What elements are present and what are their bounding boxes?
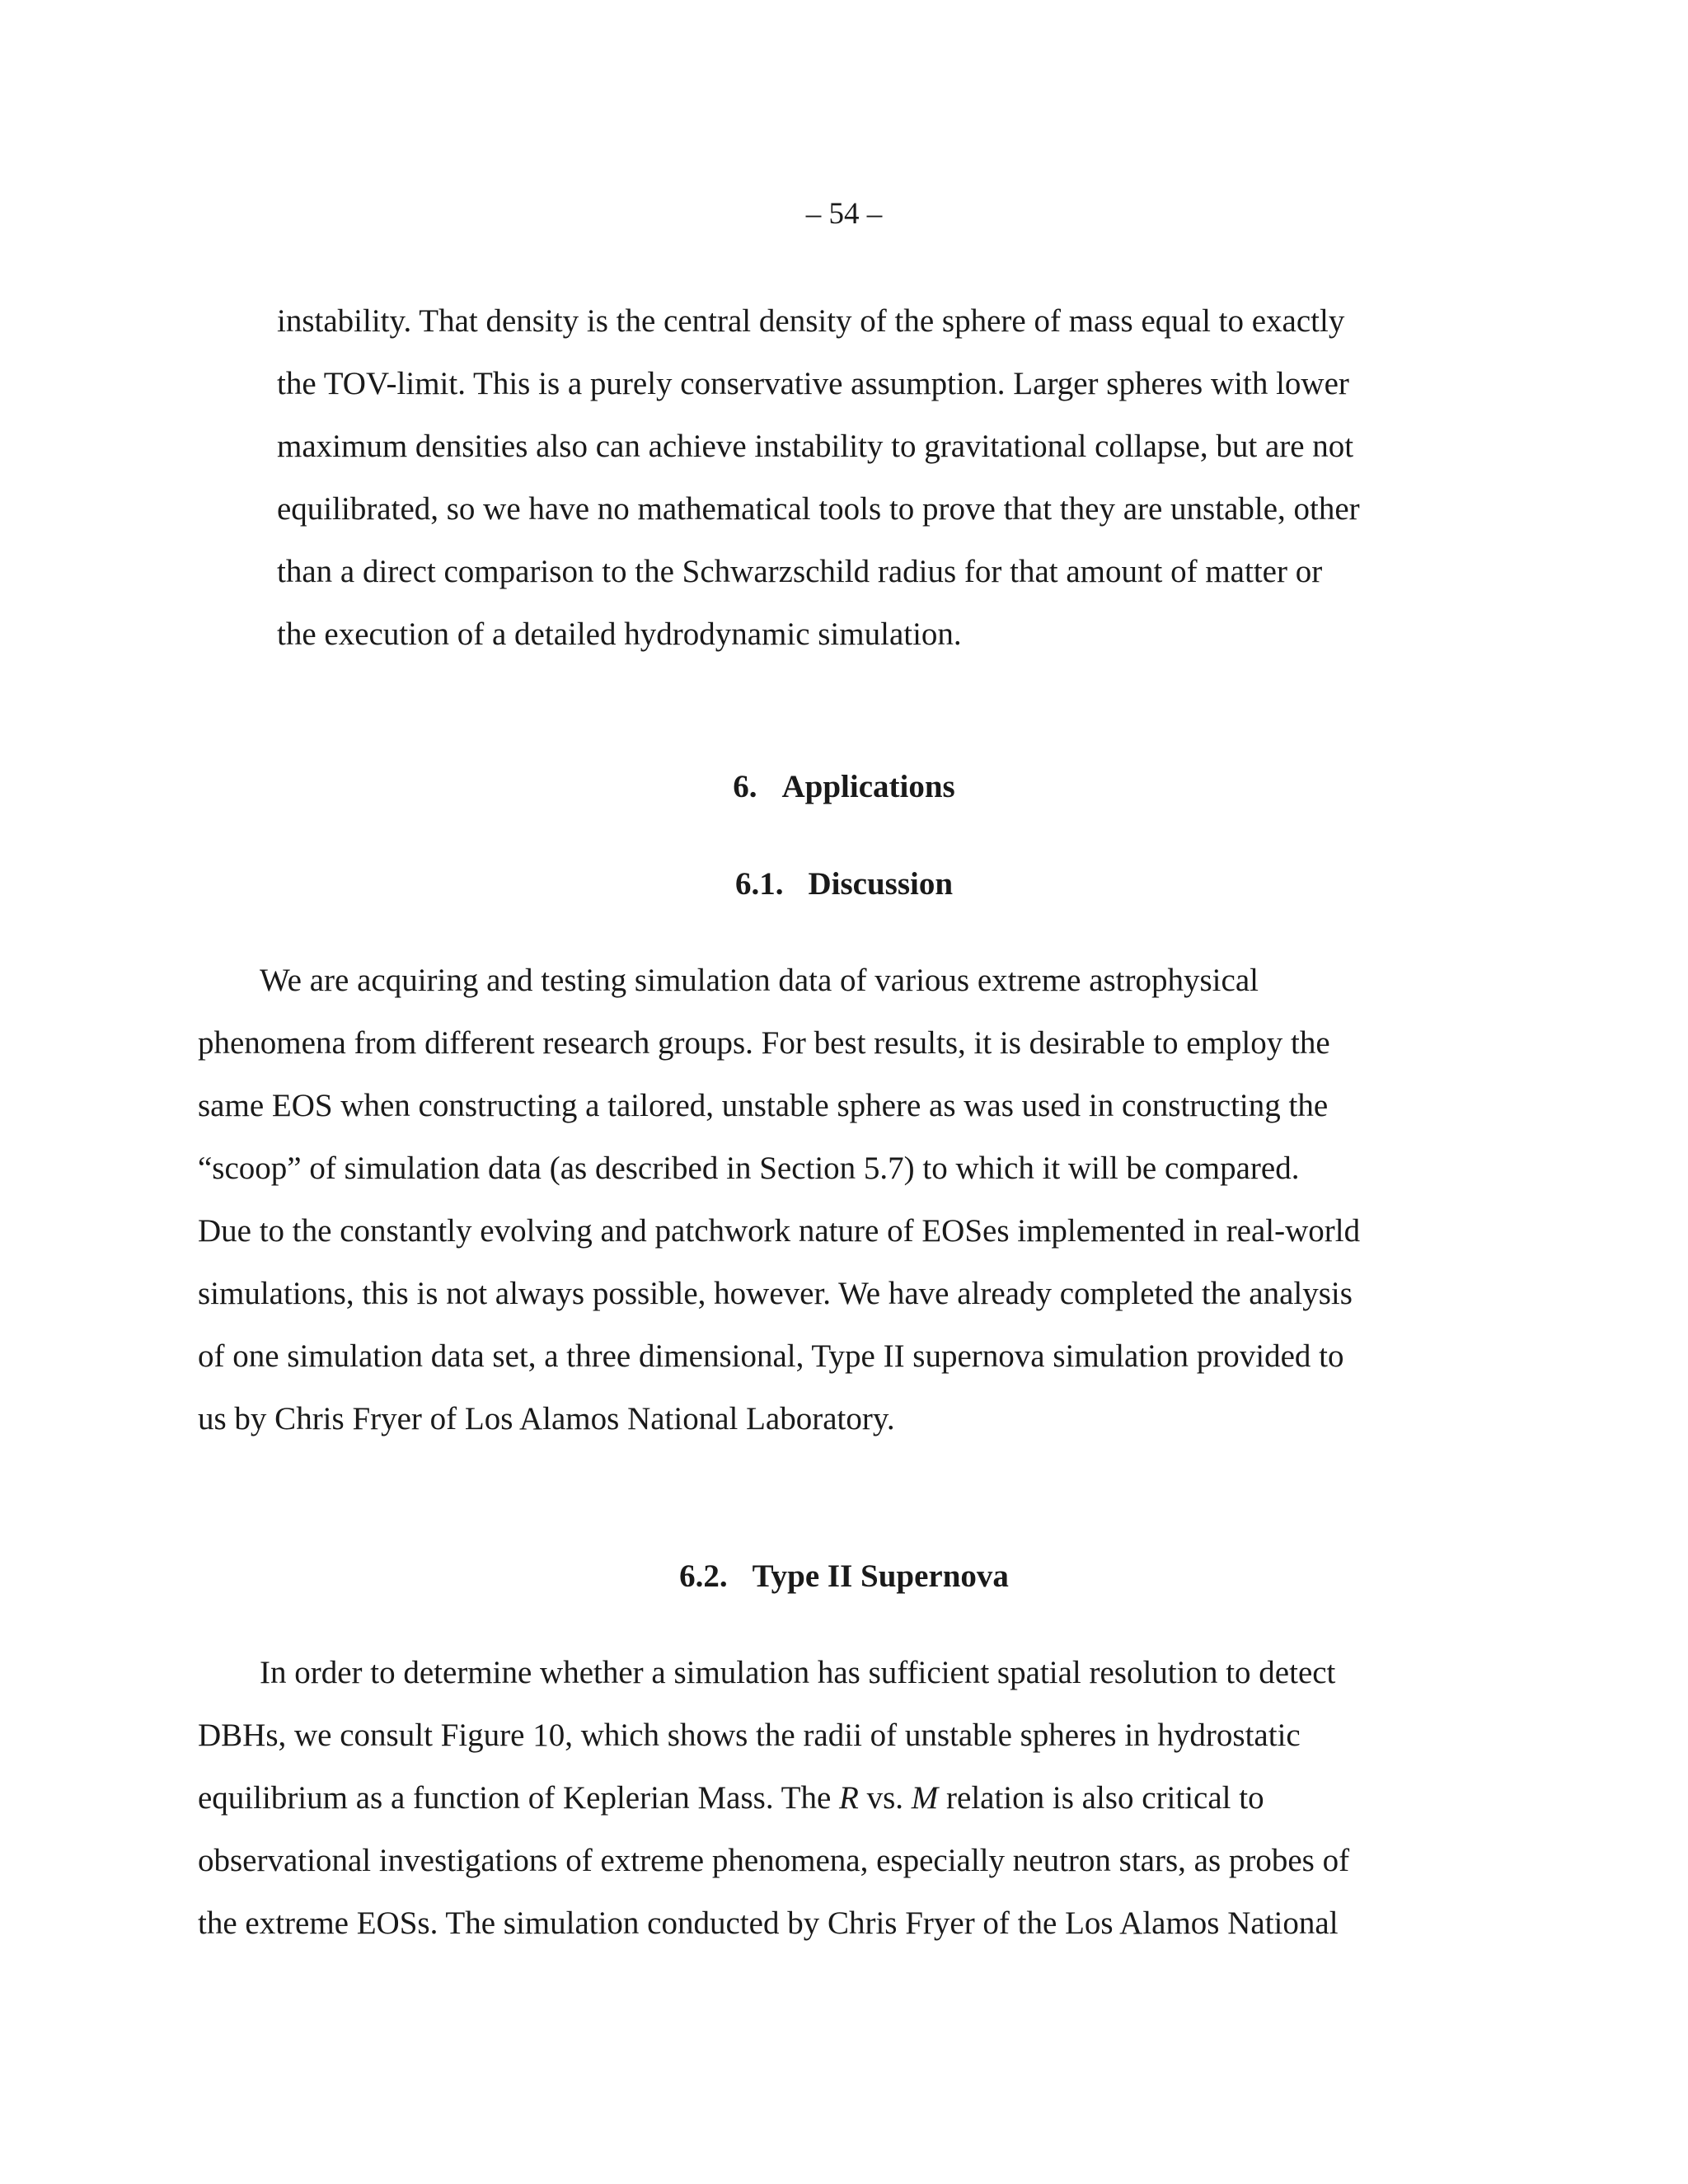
text-line: Due to the constantly evolving and patchwork nature of EOSes implemented in real-world — [198, 1213, 1361, 1249]
text-line: the TOV-limit. This is a purely conservative assumption. Larger spheres with lower — [277, 366, 1349, 401]
math-variable-m: M — [911, 1780, 939, 1816]
section-title: Discussion — [808, 866, 954, 902]
subsection-heading-type-ii-supernova — [0, 1558, 1688, 1595]
page-number: – 54 – — [805, 197, 883, 231]
text-line: instability. That density is the central density of the sphere of mass equal to exactly — [277, 303, 1345, 339]
text-line: DBHs, we consult Figure 10, which shows the radii of unstable spheres in hydrostatic — [198, 1718, 1301, 1753]
text-line: the execution of a detailed hydrodynamic simulation. — [277, 616, 962, 652]
text-line — [198, 1782, 1264, 1814]
text-segment: relation is also critical to — [938, 1780, 1264, 1816]
text-line: equilibrated, so we have no mathematical tools to prove that they are unstable, other — [277, 491, 1360, 527]
section-number: 6.1. — [734, 866, 784, 902]
section-title: Type II Supernova — [752, 1558, 1009, 1594]
text-line: same EOS when constructing a tailored, unstable sphere as was used in constructing the — [198, 1088, 1329, 1123]
text-line: We are acquiring and testing simulation data of various extreme astrophysical — [260, 963, 1259, 998]
section-title: Applications — [781, 769, 955, 804]
text-line: observational investigations of extreme phenomena, especially neutron stars, as probes of — [198, 1843, 1350, 1878]
text-segment: equilibrium as a function of Keplerian Mass. The — [198, 1780, 840, 1816]
text-line: maximum densities also can achieve instability to gravitational collapse, but are not — [277, 429, 1354, 464]
text-line: than a direct comparison to the Schwarzschild radius for that amount of matter or — [277, 554, 1323, 589]
text-line: “scoop” of simulation data (as described in Section 5.7) to which it will be compared. — [198, 1151, 1300, 1186]
text-line: us by Chris Fryer of Los Alamos National Laboratory. — [198, 1401, 895, 1436]
section-number: 6.2. — [679, 1558, 728, 1594]
section-heading-applications — [0, 768, 1688, 805]
subsection-heading-discussion — [0, 865, 1688, 902]
text-line: phenomena from different research groups. For best results, it is desirable to employ the — [198, 1025, 1330, 1061]
text-line: of one simulation data set, a three dimensional, Type II supernova simulation provided to — [198, 1338, 1344, 1374]
text-line: In order to determine whether a simulation has sufficient spatial resolution to detect — [260, 1655, 1336, 1690]
text-segment: vs. — [858, 1780, 912, 1816]
math-variable-r: R — [839, 1780, 859, 1816]
text-line: simulations, this is not always possible, however. We have already completed the analysis — [198, 1276, 1353, 1311]
text-line: the extreme EOSs. The simulation conducted by Chris Fryer of the Los Alamos National — [198, 1905, 1339, 1941]
section-number: 6. — [733, 769, 757, 804]
